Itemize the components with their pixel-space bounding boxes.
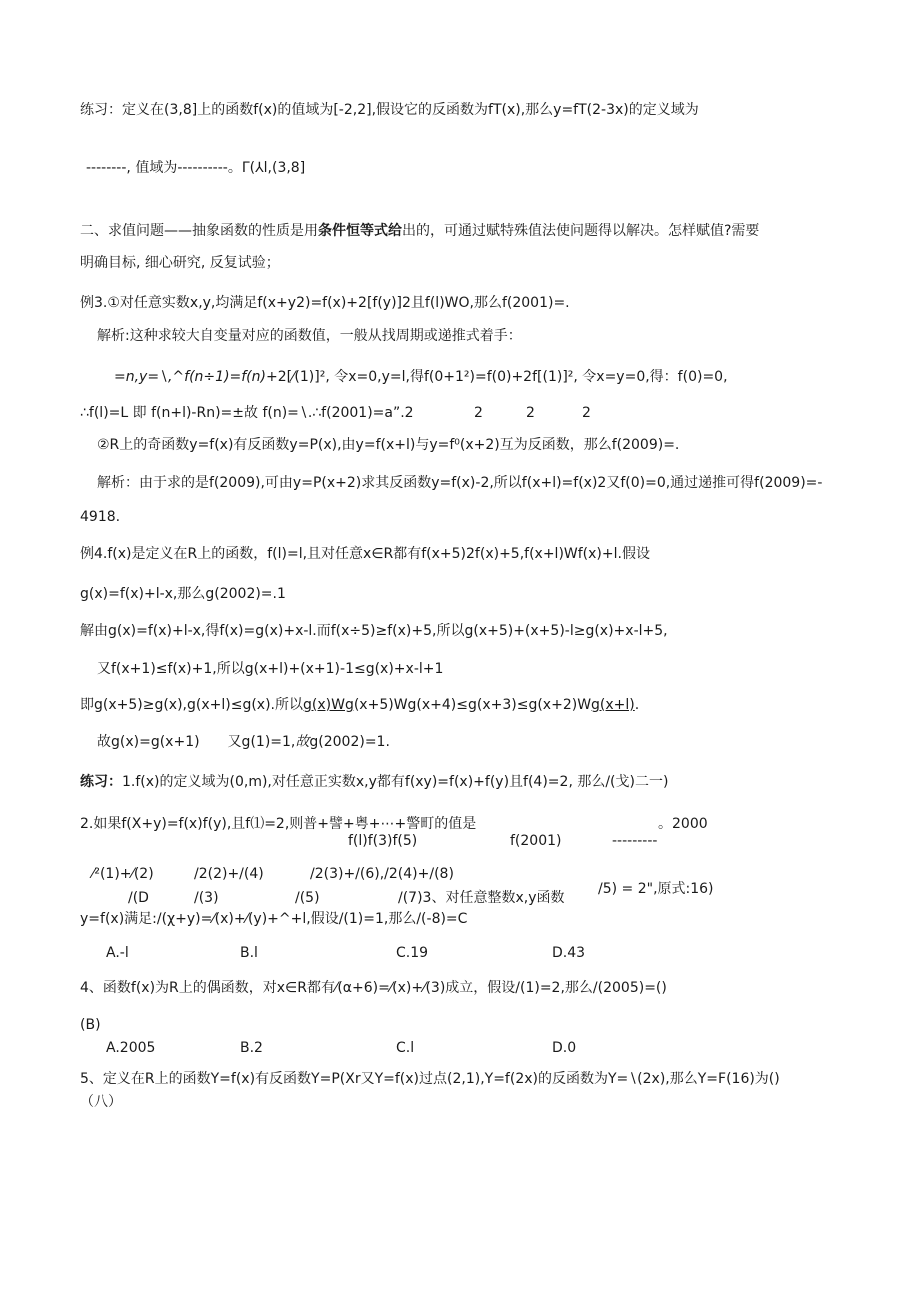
exercise-line-1: 练习：定义在(3,8]上的函数f(x)的值域为[-2,2],假设它的反函数为fT(x),那么y=fT(2-3x)的定义域为 <box>80 102 699 118</box>
fraction-row-c: --------- <box>612 833 658 849</box>
practice-line-1 <box>80 773 668 791</box>
option-d-1: D.43 <box>552 945 586 961</box>
section-two-text-a: 二、求值问题——抽象函数的性质是用 <box>80 223 318 239</box>
solution-line-1: 解由g(x)=f(x)+l-x,得f(x)=g(x)+x-l.而f(x÷5)≥f(x)+5,所以g(x+5)+(x+5)-l≥g(x)+x-l+5, <box>80 623 668 639</box>
option-b-2: B.2 <box>240 1040 263 1056</box>
option-a-1: A.-l <box>106 945 129 961</box>
option-b-1: B.l <box>240 945 258 961</box>
solution-line-3 <box>80 696 639 714</box>
derivation-part-a: =n,y=∖,^f(n÷1)=f(n) <box>114 369 266 385</box>
practice-question-5-answer: （八） <box>80 1094 122 1110</box>
solution-line-2: 又f(x+1)≤f(x)+1,所以g(x+l)+(x+1)-1≤g(x)+x-l+1 <box>97 661 444 677</box>
analysis-line-2-cont: 4918. <box>80 509 121 525</box>
fraction-row-b: f(2001) <box>510 833 562 849</box>
derivation-part-b: +2[⁄(1)]², 令x=0,y=l,得f(0+1²)=f(0)+2f[(1)]², 令x=y=0,得：f(0)=0, <box>265 369 728 385</box>
fraction-denominators-3: /(5) <box>295 890 320 906</box>
fraction-numerators-3: /2(3)+/(6),/2(4)+/(8) <box>310 866 454 882</box>
fraction-row-a: f(l)f(3)f(5) <box>348 833 418 849</box>
example-4-line-2: g(x)=f(x)+l-x,那么g(2002)=.1 <box>80 586 286 602</box>
option-d-2: D.0 <box>552 1040 577 1056</box>
analysis-line-2: 解析：由于求的是f(2009),可由y=P(x+2)求其反函数y=f(x)-2,所以f(x+l)=f(x)2又f(0)=0,通过递推可得f(2009)=- <box>97 475 823 491</box>
solution-3-c: (x+5)Wg(x+4)≤g(x+3)≤g(x+2)W <box>353 697 592 713</box>
practice-question-4-answer: (B) <box>80 1017 101 1033</box>
option-a-2: A.2005 <box>106 1040 156 1056</box>
fraction-denominators-4: /(7)3、对任意整数x,y函数 <box>398 890 565 906</box>
fraction-denominators-1: /(D <box>128 890 149 906</box>
fraction-denominator-2: 2 <box>526 405 535 421</box>
practice-question-4: 4、函数f(x)为R上的偶函数，对x∈R都有⁄(α+6)=⁄(x)+⁄(3)成立，假设/(1)=2,那么/(2005)=() <box>80 980 667 996</box>
fraction-denominator-1: 2 <box>474 405 483 421</box>
section-two-text-c: 出的，可通过赋特殊值法使问题得以解决。怎样赋值?需要 <box>402 223 760 239</box>
solution-line-4 <box>97 733 390 751</box>
fraction-denominators-2: /(3) <box>194 890 219 906</box>
solution-3-e: . <box>634 697 640 713</box>
solution-4-a: 故g(x)=g(x+1) <box>97 734 200 750</box>
solution-3-underline-2: g(x+l) <box>591 697 635 713</box>
section-two-text-bold: 条件恒等式给 <box>318 223 402 239</box>
fraction-numerators-2: /2(2)+/(4) <box>194 866 264 882</box>
fraction-numerators-1: ⁄²(1)+⁄(2) <box>92 866 154 882</box>
option-c-1: C.19 <box>396 945 429 961</box>
practice-question-2-answer: 。2000 <box>658 816 708 832</box>
section-two-line-2: 明确目标, 细心研究, 反复试验； <box>80 255 280 271</box>
solution-4-c: 故 <box>295 734 310 750</box>
practice-label: 练习： <box>80 774 122 790</box>
practice-question-1: 1.f(x)的定义域为(0,m),对任意正实数x,y都有f(xy)=f(x)+f(y)且f(4)=2, 那么/(戈)二一) <box>122 774 669 790</box>
practice-question-2: 2.如果f(X+y)=f(x)f(y),且f⑴=2,则普+譬+粤+⋯+警町的值是 <box>80 816 477 832</box>
solution-4-d: g(2002)=1. <box>309 734 390 750</box>
practice-question-5: 5、定义在R上的函数Y=f(x)有反函数Y=P(Xr又Y=f(x)过点(2,1),Y=f(2x)的反函数为Y=∖(2x),那么Y=F(16)为() <box>80 1071 780 1087</box>
derivation-line-2: ∴f(l)=L 即 f(n+l)-Rn)=±故 f(n)=∖.∴f(2001)=a”.2 <box>80 405 414 421</box>
exercise-answer-line: --------, 值域为----------。Γ(⅄l,(3,8] <box>86 160 306 176</box>
fraction-denominator-3: 2 <box>582 405 591 421</box>
solution-3-a: 即g(x+5)≥g(x),g(x+l)≤g(x).所以 <box>80 697 304 713</box>
solution-4-b: 又g(1)=1, <box>227 734 296 750</box>
section-two-heading <box>80 222 759 240</box>
example-3-line: 例3.①对任意实数x,y,均满足f(x+y2)=f(x)+2[f(y)]2且f(l)WO,那么f(2001)=. <box>80 295 570 311</box>
solution-3-underline-1: g(x)Wg <box>303 697 354 713</box>
fraction-result: /5) = 2",原式:16) <box>598 881 714 897</box>
analysis-line-1: 解析:这种求较大自变量对应的函数值，一般从找周期或递推式着手： <box>97 328 522 344</box>
example-3-part-2: ②R上的奇函数y=f(x)有反函数y=P(x),由y=f(x+l)与y=f⁰(x+2)互为反函数，那么f(2009)=. <box>97 437 680 453</box>
example-4-line: 例4.f(x)是定义在R上的函数，f(l)=l,且对任意x∈R都有f(x+5)2f(x)+5,f(x+l)Wf(x)+l.假设 <box>80 546 650 562</box>
derivation-line-1 <box>114 368 728 386</box>
option-c-2: C.l <box>396 1040 415 1056</box>
practice-question-3: y=f(x)满足:/(χ+y)=⁄(x)+⁄(y)+^+l,假设/(1)=1,那么/(-8)=C <box>80 911 468 927</box>
